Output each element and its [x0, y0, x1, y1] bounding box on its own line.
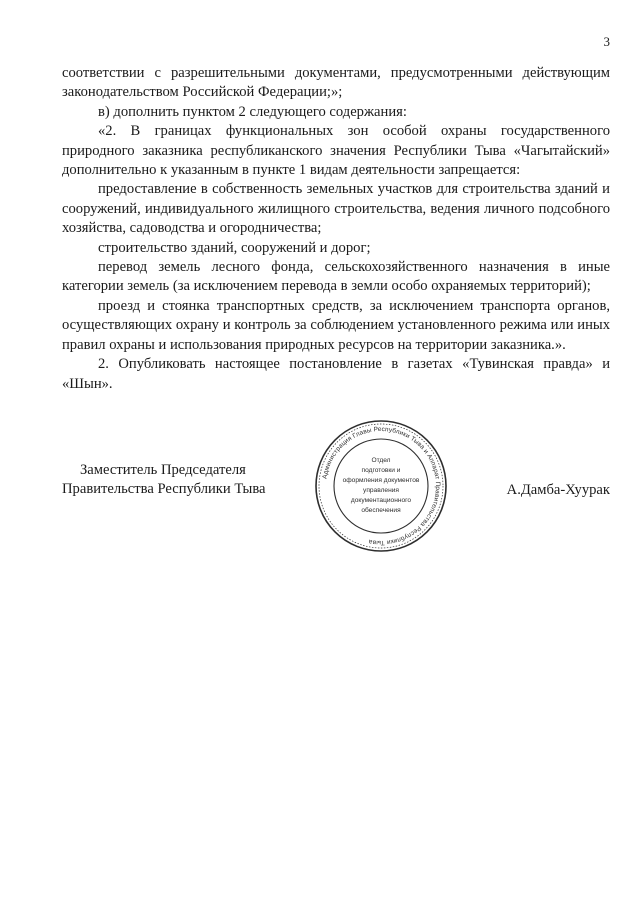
page-number: 3 [603, 34, 610, 49]
paragraph-amendment-intro: в) дополнить пунктом 2 следующего содержания: [98, 103, 407, 120]
signatory-name: А.Дамба-Хуурак [506, 482, 610, 498]
seal-center-line-6: обеспечения [361, 507, 401, 514]
paragraph-land-ownership: предоставление в собственность земельных участков для строительства зданий и сооружений, индивидуального жилищного строительства, ведения личного подсобного хозяйства, садоводства и огородничества; [62, 181, 610, 237]
paragraph-land-transfer: перевод земель лесного фонда, сельскохозяйственного назначения в иные категории земель (за исключением перевода в земли особо охраняемых территорий); [62, 259, 610, 295]
seal-center-line-4: управления [363, 487, 399, 494]
official-seal-stamp [313, 418, 449, 554]
paragraph-continuation: соответствии с разрешительными документами, предусмотренными действующим законодательством Российской Федерации;»; [62, 65, 610, 101]
seal-center-line-2: подготовки и [361, 467, 401, 474]
paragraph-publication: 2. Опубликовать настоящее постановление в газетах «Тувинская правда» и «Шын». [62, 356, 610, 392]
seal-center-line-5: документационного [350, 497, 412, 504]
seal-center-line-3: оформления документов [342, 477, 420, 484]
svg-text:Администрация Главы Республики [321, 426, 441, 546]
signatory-title [62, 461, 266, 500]
seal-ring-text: Администрация Главы Республики Тыва и Аппарат Правительства Республики Тыва [321, 425, 442, 547]
paragraph-transport: проезд и стоянка транспортных средств, за исключением транспорта органов, осуществляющих охрану и контроль за соблюдением установленного режима или иных правил охраны и использования природных ресурсов на территории заказника.». [62, 297, 610, 353]
signatory-title-line-2: Правительства Республики Тыва [62, 481, 266, 498]
paragraph-item-2: «2. В границах функциональных зон особой охраны государственного природного заказника республиканского значения Республики Тыва «Чагытайский» дополнительно к указанным в пункте 1 видам деятельности запрещается: [62, 123, 610, 179]
document-body [62, 64, 610, 394]
seal-center-line-1: Отдел [371, 457, 391, 464]
paragraph-construction: строительство зданий, сооружений и дорог; [98, 239, 371, 256]
signatory-title-line-1: Заместитель Председателя [80, 462, 246, 478]
